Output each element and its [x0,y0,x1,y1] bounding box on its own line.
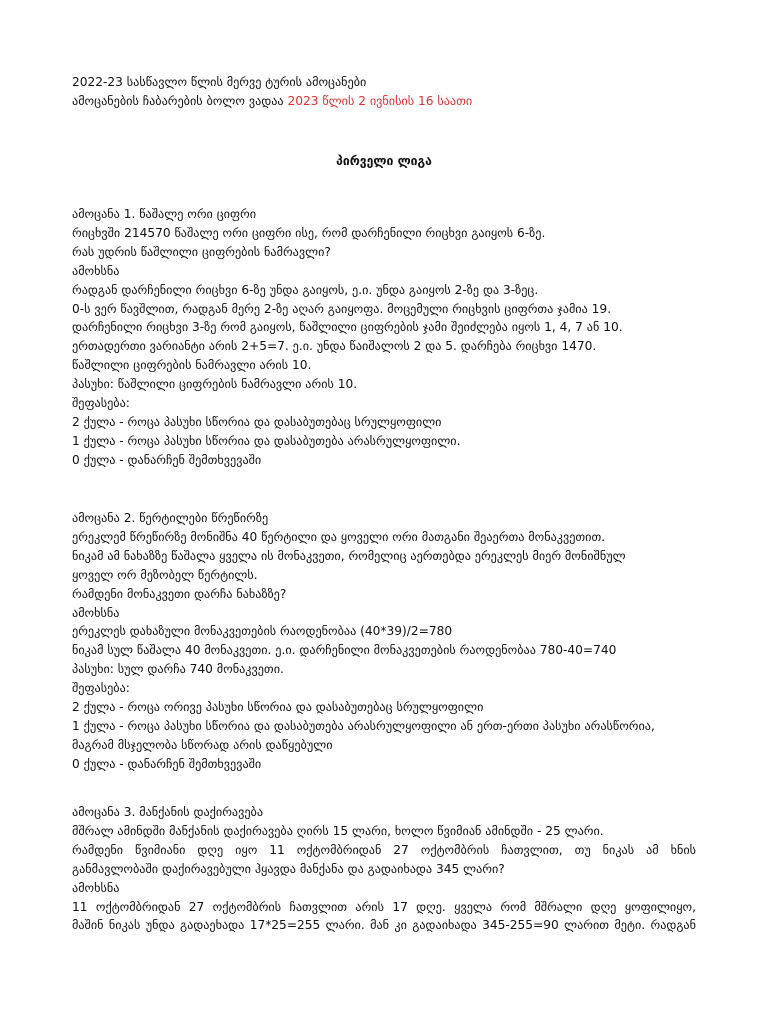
solution-heading: ამოხსნა [72,880,120,895]
text-line: წაშლილი ციფრების ნამრავლი არის 10. [72,358,312,373]
league-title: პირველი ლიგა [336,154,432,168]
header-line-2 [72,92,696,111]
document-header [72,73,696,111]
answer-line: პასუხი: წაშლილი ციფრების ნამრავლი არის 10. [72,377,358,392]
deadline-label: ამოცანების ჩაბარების ბოლო ვადაა [72,93,288,108]
text-line: ერეკლემ წრეწირზე მონიშნა 40 წერტილი და ყოველი ორი მათგანი შეაერთა მონაკვეთით. [72,529,606,544]
text-line: რადგან დარჩენილი რიცხვი 6-ზე უნდა გაიყოს, ე.ი. უნდა გაიყოს 2-ზე და 3-ზეც. [72,282,539,297]
text-line: ერთადერთი ვარიანტი არის 2+5=7. ე.ი. უნდა წაიშალოს 2 და 5. დარჩება რიცხვი 1470. [72,339,597,354]
text-line: რამდენი მონაკვეთი დარჩა ნახაზზე? [72,586,287,601]
text-line: მაშინ ნიკას უნდა გადაეხადა 17*25=255 ლარი. მან კი გადაიხადა 345-255=90 ლარით მეტი. რადგან [72,918,696,933]
text-line: ერეკლეს დახაზული მონაკვეთების რაოდენობაა (40*39)/2=780 [72,624,453,639]
solution-heading: ამოხსნა [72,263,120,278]
grading-heading: შეფასება: [72,681,130,696]
text-line: 0-ს ვერ წავშლით, რადგან მერე 2-ზე აღარ გაიყოფა. მოცემული რიცხვის ციფრთა ჯამია 19. [72,301,612,316]
grading-line: მაგრამ მსჯელობა სწორად არის დაწყებული [72,737,333,752]
problem-2 [72,509,696,774]
problem-1 [72,205,696,470]
text-line: რიცხვში 214570 წაშალე ორი ციფრი ისე, რომ დარჩენილი რიცხვი გაიყოს 6-ზე. [72,225,546,240]
grading-heading: შეფასება: [72,396,130,411]
grading-line: 2 ქულა - როცა პასუხი სწორია და დასაბუთებაც სრულყოფილი [72,414,442,429]
text-line: 11 ოქტომბრიდან 27 ოქტომბრის ჩათვლით არის 17 დღე. ყველა რომ მშრალი დღე ყოფილიყო, [72,899,696,914]
problem-title: ამოცანა 1. წაშალე ორი ციფრი [72,207,257,221]
header-line-1: 2022-23 სასწავლო წლის მერვე ტურის ამოცანები [72,75,367,89]
solution-heading: ამოხსნა [72,605,120,620]
problem-3 [72,803,696,935]
text-line: რამდენი წვიმიანი დღე იყო 11 ოქტომბრიდან 27 ოქტომბრის ჩათვლით, თუ ნიკას ამ ხნის [72,842,696,857]
text-line: განმავლობაში დაქირავებული ჰყავდა მანქანა და გადაიხადა 345 ლარი? [72,861,505,876]
grading-line: 1 ქულა - როცა პასუხი სწორია და დასაბუთება არასრულყოფილი ან ერთ-ერთი პასუხი არასწორია, [72,718,655,733]
problem-title: ამოცანა 3. მანქანის დაქირავება [72,805,264,819]
grading-line: 1 ქულა - როცა პასუხი სწორია და დასაბუთება არასრულყოფილი. [72,433,461,448]
deadline-date: 2023 წლის 2 ივნისის 16 საათი [287,93,473,108]
answer-line: პასუხი: სულ დარჩა 740 მონაკვეთი. [72,662,284,677]
problem-title: ამოცანა 2. წერტილები წრეწირზე [72,511,269,525]
grading-line: 0 ქულა - დანარჩენ შემთხვევაში [72,756,262,771]
text-line: ყოველ ორ მეზობელ წერტილს. [72,567,258,582]
text-line: ნიკამ სულ წაშალა 40 მონაკვეთი. ე.ი. დარჩენილი მონაკვეთების რაოდენობაა 780-40=740 [72,643,617,658]
grading-line: 0 ქულა - დანარჩენ შემთხვევაში [72,452,262,467]
text-line: მშრალ ამინდში მანქანის დაქირავება ღირს 15 ლარი, ხოლო წვიმიან ამინდში - 25 ლარი. [72,823,604,838]
text-line: დარჩენილი რიცხვი 3-ზე რომ გაიყოს, წაშლილი ციფრების ჯამი შეიძლება იყოს 1, 4, 7 ან 10. [72,320,623,335]
text-line: რას უდრის წაშლილი ციფრების ნამრავლი? [72,244,331,259]
grading-line: 2 ქულა - როცა ორივე პასუხი სწორია და დასაბუთებაც სრულყოფილი [72,700,484,715]
text-line: ნიკამ ამ ნახაზზე წაშალა ყველა ის მონაკვეთი, რომელიც აერთებდა ერეკლეს მიერ მონიშნულ [72,548,626,563]
